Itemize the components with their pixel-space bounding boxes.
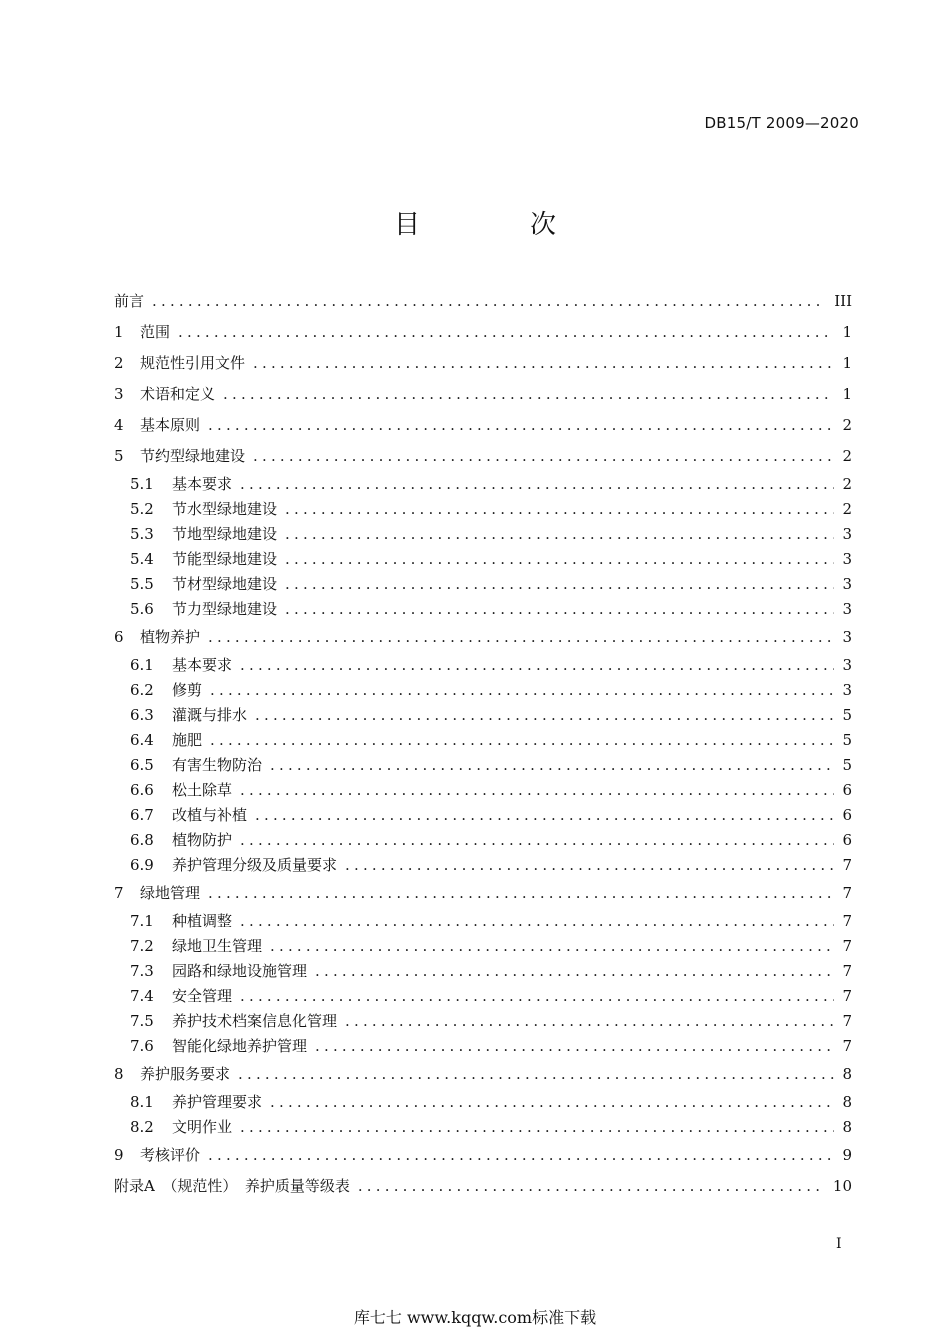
toc-entry-number: 4 bbox=[114, 416, 124, 434]
toc-leader-dots bbox=[208, 410, 834, 441]
toc-entry-number: 6.4 bbox=[130, 731, 154, 749]
toc-entry-page: 8 bbox=[842, 1118, 852, 1136]
toc-entry-number: 7.4 bbox=[130, 987, 154, 1005]
toc-entry-page: 7 bbox=[842, 1012, 852, 1030]
toc-entry-label: 考核评价 bbox=[140, 1146, 201, 1164]
toc-entry[interactable] bbox=[114, 286, 852, 317]
toc-entry[interactable] bbox=[114, 803, 852, 828]
toc-entry-number: 6.6 bbox=[130, 781, 154, 799]
toc-entry-page: 7 bbox=[842, 962, 852, 980]
toc-entry[interactable] bbox=[114, 909, 852, 934]
toc-entry-page: 3 bbox=[842, 600, 852, 618]
toc-entry-page: 5 bbox=[842, 706, 852, 724]
toc-leader-dots bbox=[240, 909, 834, 934]
toc-entry-page: 8 bbox=[842, 1093, 852, 1111]
toc-entry-label: 基本要求 bbox=[172, 475, 233, 493]
toc-entry[interactable] bbox=[114, 678, 852, 703]
toc-entry-label: 有害生物防治 bbox=[172, 756, 263, 774]
toc-entry-number: 6.2 bbox=[130, 681, 154, 699]
toc-entry-label: 节水型绿地建设 bbox=[172, 500, 278, 518]
toc-entry-label: 绿地卫生管理 bbox=[172, 937, 263, 955]
toc-entry[interactable] bbox=[114, 1090, 852, 1115]
toc-entry-label: 文明作业 bbox=[172, 1118, 233, 1136]
toc-leader-dots bbox=[208, 878, 834, 909]
toc-entry[interactable] bbox=[114, 522, 852, 547]
toc-leader-dots bbox=[253, 348, 834, 379]
toc-leader-dots bbox=[270, 753, 834, 778]
toc-leader-dots bbox=[285, 497, 834, 522]
toc-leader-dots bbox=[240, 653, 834, 678]
toc-entry-number: 8 bbox=[114, 1065, 124, 1083]
toc-entry-page: 10 bbox=[832, 1177, 852, 1195]
toc-leader-dots bbox=[240, 1115, 834, 1140]
toc-entry-number: 7.5 bbox=[130, 1012, 154, 1030]
toc-leader-dots bbox=[285, 522, 834, 547]
toc-entry-label: 节能型绿地建设 bbox=[172, 550, 278, 568]
document-code: DB15/T 2009—2020 bbox=[704, 114, 859, 132]
toc-entry-label: 规范性引用文件 bbox=[140, 354, 246, 372]
toc-leader-dots bbox=[345, 1009, 834, 1034]
toc-entry-page: 7 bbox=[842, 1037, 852, 1055]
toc-entry-label: 松土除草 bbox=[172, 781, 233, 799]
toc-entry[interactable] bbox=[114, 853, 852, 878]
toc-entry-page: 2 bbox=[842, 500, 852, 518]
toc-entry[interactable] bbox=[114, 379, 852, 410]
toc-entry[interactable] bbox=[114, 984, 852, 1009]
toc-entry-number: 7.1 bbox=[130, 912, 154, 930]
toc-entry[interactable] bbox=[114, 410, 852, 441]
toc-leader-dots bbox=[358, 1171, 825, 1202]
toc-entry-number: 8.2 bbox=[130, 1118, 154, 1136]
toc-entry-number: 5.6 bbox=[130, 600, 154, 618]
toc-entry-label: 养护技术档案信息化管理 bbox=[172, 1012, 338, 1030]
toc-entry-page: 6 bbox=[842, 781, 852, 799]
toc-entry-page: 2 bbox=[842, 475, 852, 493]
toc-entry[interactable] bbox=[114, 959, 852, 984]
toc-entry-number: 6 bbox=[114, 628, 124, 646]
toc-entry-page: 3 bbox=[842, 656, 852, 674]
toc-entry[interactable] bbox=[114, 653, 852, 678]
toc-entry-label: 安全管理 bbox=[172, 987, 233, 1005]
toc-leader-dots bbox=[152, 286, 826, 317]
toc-leader-dots bbox=[210, 728, 834, 753]
toc-entry-page: 7 bbox=[842, 937, 852, 955]
toc-entry[interactable] bbox=[114, 1140, 852, 1171]
toc-entry-number: 6.5 bbox=[130, 756, 154, 774]
toc-entry-page: III bbox=[834, 292, 852, 310]
toc-leader-dots bbox=[208, 622, 834, 653]
toc-entry-number: 7.3 bbox=[130, 962, 154, 980]
toc-leader-dots bbox=[285, 547, 834, 572]
toc-entry-page: 3 bbox=[842, 681, 852, 699]
toc-entry-number: 9 bbox=[114, 1146, 124, 1164]
toc-entry[interactable] bbox=[114, 441, 852, 472]
toc-entry-page: 1 bbox=[842, 385, 852, 403]
toc-leader-dots bbox=[240, 828, 834, 853]
toc-entry-label: 前言 bbox=[114, 292, 145, 310]
toc-entry-label: 植物养护 bbox=[140, 628, 201, 646]
toc-entry-label: 养护管理分级及质量要求 bbox=[172, 856, 338, 874]
toc-entry-page: 2 bbox=[842, 447, 852, 465]
toc-entry-number: 5.1 bbox=[130, 475, 154, 493]
toc-entry-page: 7 bbox=[842, 884, 852, 902]
toc-entry-page: 9 bbox=[842, 1146, 852, 1164]
toc-leader-dots bbox=[240, 472, 834, 497]
toc-leader-dots bbox=[345, 853, 834, 878]
toc-entry[interactable] bbox=[114, 572, 852, 597]
toc-leader-dots bbox=[285, 572, 834, 597]
toc-entry[interactable] bbox=[114, 597, 852, 622]
toc-entry-number: 6.8 bbox=[130, 831, 154, 849]
toc-entry-page: 6 bbox=[842, 831, 852, 849]
toc-entry-number: 6.3 bbox=[130, 706, 154, 724]
toc-entry-number: 6.1 bbox=[130, 656, 154, 674]
toc-entry-label: 植物防护 bbox=[172, 831, 233, 849]
toc-leader-dots bbox=[315, 959, 834, 984]
toc-entry[interactable] bbox=[114, 703, 852, 728]
toc-leader-dots bbox=[210, 678, 834, 703]
toc-leader-dots bbox=[238, 1059, 834, 1090]
toc-entry-number: 2 bbox=[114, 354, 124, 372]
toc-entry[interactable] bbox=[114, 828, 852, 853]
toc-entry-label: 节材型绿地建设 bbox=[172, 575, 278, 593]
toc-entry-number: 5.5 bbox=[130, 575, 154, 593]
toc-leader-dots bbox=[223, 379, 834, 410]
page-number: I bbox=[836, 1236, 842, 1252]
page-title: 目 次 bbox=[393, 210, 598, 240]
toc-entry-number: 6.9 bbox=[130, 856, 154, 874]
toc-entry[interactable] bbox=[114, 622, 852, 653]
toc-entry-label: 改植与补植 bbox=[172, 806, 248, 824]
toc-entry-label: 附录A （规范性） 养护质量等级表 bbox=[114, 1177, 350, 1195]
toc-entry[interactable] bbox=[114, 778, 852, 803]
toc-entry-page: 1 bbox=[842, 323, 852, 341]
toc-entry-number: 6.7 bbox=[130, 806, 154, 824]
toc-entry-number: 5.2 bbox=[130, 500, 154, 518]
toc-entry-label: 节力型绿地建设 bbox=[172, 600, 278, 618]
toc-entry-page: 5 bbox=[842, 731, 852, 749]
toc-leader-dots bbox=[255, 703, 834, 728]
toc-entry-label: 养护管理要求 bbox=[172, 1093, 263, 1111]
toc-entry[interactable] bbox=[114, 1171, 852, 1202]
toc-entry-page: 3 bbox=[842, 550, 852, 568]
toc-entry-label: 园路和绿地设施管理 bbox=[172, 962, 308, 980]
toc-entry-page: 1 bbox=[842, 354, 852, 372]
table-of-contents bbox=[114, 286, 852, 1202]
toc-entry[interactable] bbox=[114, 1009, 852, 1034]
toc-entry-number: 5 bbox=[114, 447, 124, 465]
toc-entry-label: 节约型绿地建设 bbox=[140, 447, 246, 465]
toc-entry-page: 3 bbox=[842, 628, 852, 646]
toc-entry[interactable] bbox=[114, 878, 852, 909]
toc-entry[interactable] bbox=[114, 547, 852, 572]
toc-entry[interactable] bbox=[114, 934, 852, 959]
toc-leader-dots bbox=[178, 317, 834, 348]
toc-entry[interactable] bbox=[114, 472, 852, 497]
toc-entry[interactable] bbox=[114, 1059, 852, 1090]
toc-entry-label: 养护服务要求 bbox=[140, 1065, 231, 1083]
toc-entry-page: 7 bbox=[842, 987, 852, 1005]
toc-entry-label: 修剪 bbox=[172, 681, 203, 699]
toc-leader-dots bbox=[255, 803, 834, 828]
toc-entry-number: 7.6 bbox=[130, 1037, 154, 1055]
toc-entry-label: 绿地管理 bbox=[140, 884, 201, 902]
toc-entry[interactable] bbox=[114, 348, 852, 379]
toc-leader-dots bbox=[270, 934, 834, 959]
toc-entry-number: 5.4 bbox=[130, 550, 154, 568]
toc-leader-dots bbox=[240, 778, 834, 803]
toc-leader-dots bbox=[285, 597, 834, 622]
toc-entry-number: 3 bbox=[114, 385, 124, 403]
toc-entry-label: 节地型绿地建设 bbox=[172, 525, 278, 543]
toc-entry-page: 8 bbox=[842, 1065, 852, 1083]
toc-entry-label: 范围 bbox=[140, 323, 171, 341]
toc-entry-label: 基本要求 bbox=[172, 656, 233, 674]
toc-leader-dots bbox=[270, 1090, 834, 1115]
toc-entry[interactable] bbox=[114, 497, 852, 522]
toc-entry-number: 7 bbox=[114, 884, 124, 902]
toc-entry-page: 7 bbox=[842, 856, 852, 874]
toc-entry-page: 7 bbox=[842, 912, 852, 930]
toc-leader-dots bbox=[240, 984, 834, 1009]
toc-entry-number: 7.2 bbox=[130, 937, 154, 955]
toc-entry[interactable] bbox=[114, 1034, 852, 1059]
toc-entry[interactable] bbox=[114, 1115, 852, 1140]
toc-entry-page: 5 bbox=[842, 756, 852, 774]
footer-watermark-text: 库七七 www.kqqw.com标准下载 bbox=[353, 1308, 597, 1327]
toc-entry-label: 智能化绿地养护管理 bbox=[172, 1037, 308, 1055]
toc-entry-label: 施肥 bbox=[172, 731, 203, 749]
toc-entry-label: 灌溉与排水 bbox=[172, 706, 248, 724]
toc-leader-dots bbox=[315, 1034, 834, 1059]
toc-entry[interactable] bbox=[114, 728, 852, 753]
toc-entry-page: 3 bbox=[842, 525, 852, 543]
toc-leader-dots bbox=[208, 1140, 834, 1171]
toc-entry[interactable] bbox=[114, 317, 852, 348]
toc-entry-number: 1 bbox=[114, 323, 124, 341]
toc-entry-number: 5.3 bbox=[130, 525, 154, 543]
toc-entry-page: 6 bbox=[842, 806, 852, 824]
toc-entry-page: 2 bbox=[842, 416, 852, 434]
toc-entry-page: 3 bbox=[842, 575, 852, 593]
toc-entry-label: 种植调整 bbox=[172, 912, 233, 930]
toc-entry[interactable] bbox=[114, 753, 852, 778]
toc-entry-label: 基本原则 bbox=[140, 416, 201, 434]
toc-entry-label: 术语和定义 bbox=[140, 385, 216, 403]
toc-entry-number: 8.1 bbox=[130, 1093, 154, 1111]
toc-leader-dots bbox=[253, 441, 834, 472]
